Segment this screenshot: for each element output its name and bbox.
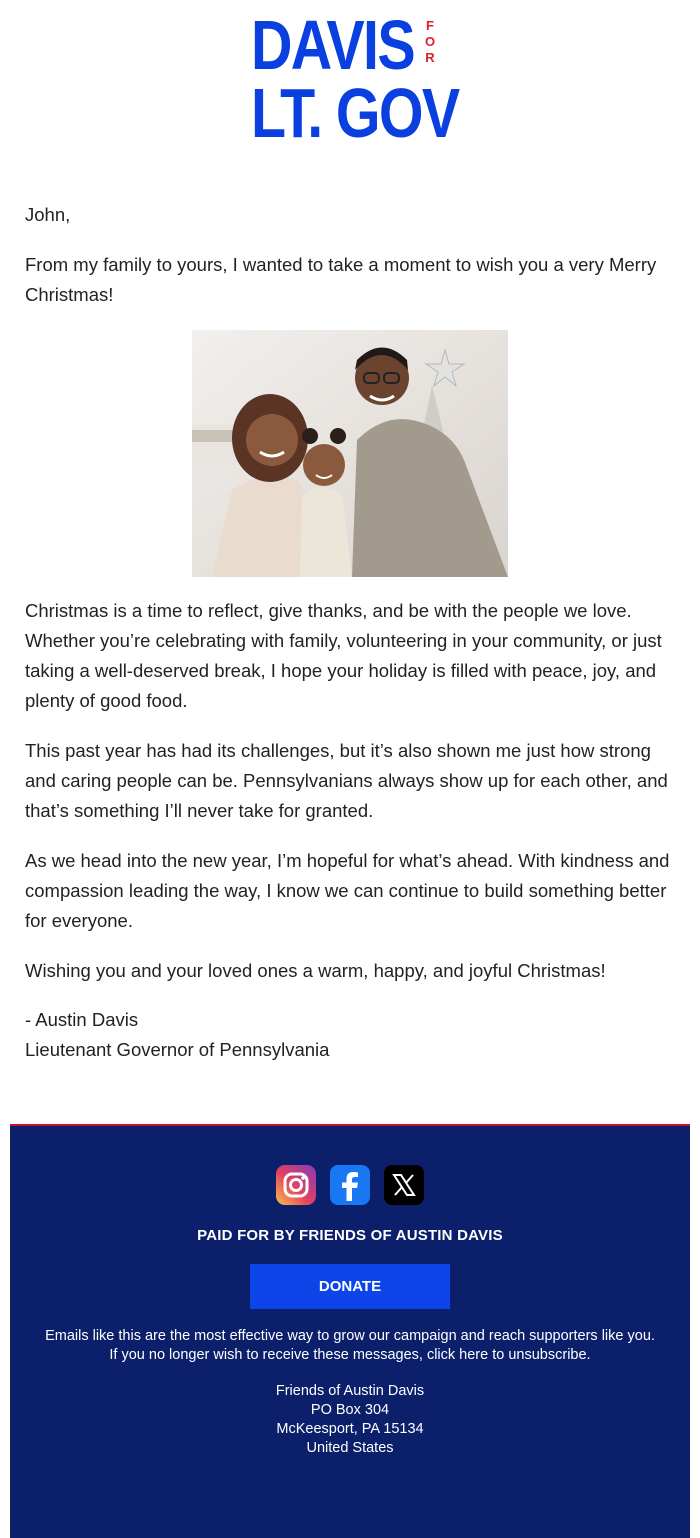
new-year-paragraph: As we head into the new year, I’m hopeful for what’s ahead. With kindness and compassion leading the way, I know we can continue to build something better for everyone. bbox=[25, 850, 670, 931]
address-line: Friends of Austin Davis bbox=[275, 1383, 425, 1399]
paid-for-disclaimer: PAID FOR BY FRIENDS OF AUSTIN DAVIS bbox=[197, 1227, 503, 1244]
footer bbox=[10, 1126, 690, 1538]
x-icon[interactable] bbox=[384, 1165, 424, 1205]
reflection-paragraph: Christmas is a time to reflect, give thanks, and be with the people we love. Whether you’re celebrating with family, volunteering in your community, or just taking a well-deserved break, I hope your holiday is filled with peace, joy, and plenty of good food. bbox=[25, 600, 662, 711]
instagram-icon[interactable] bbox=[276, 1165, 316, 1205]
address-line: PO Box 304 bbox=[310, 1402, 390, 1418]
address-line: United States bbox=[306, 1440, 394, 1456]
signature-name: - Austin Davis bbox=[25, 1009, 139, 1030]
logo-lt-gov: LT. GOV bbox=[251, 74, 459, 152]
wishes-paragraph: Wishing you and your loved ones a warm, happy, and joyful Christmas! bbox=[25, 960, 606, 981]
unsubscribe-text[interactable]: Emails like this are the most effective way to grow our campaign and reach supporters like you. If you no longer wish to receive these messages, click here to unsubscribe. bbox=[45, 1328, 655, 1363]
family-photo bbox=[192, 330, 508, 577]
donate-button[interactable]: DONATE bbox=[250, 1264, 450, 1309]
intro-paragraph: From my family to yours, I wanted to take a moment to wish you a very Merry Christmas! bbox=[25, 254, 657, 305]
challenges-paragraph: This past year has had its challenges, but it’s also shown me just how strong and caring people can be. Pennsylvanians always show up for each other, and that’s something I’ll never take for granted. bbox=[25, 740, 668, 821]
greeting: John, bbox=[25, 204, 71, 225]
address-line: McKeesport, PA 15134 bbox=[276, 1421, 424, 1437]
logo-davis: DAVIS bbox=[251, 6, 414, 84]
signature-title: Lieutenant Governor of Pennsylvania bbox=[25, 1039, 330, 1060]
mailing-address bbox=[10, 1382, 690, 1458]
campaign-logo bbox=[0, 0, 700, 150]
facebook-icon[interactable] bbox=[330, 1165, 370, 1205]
logo-for: FOR bbox=[424, 18, 436, 65]
